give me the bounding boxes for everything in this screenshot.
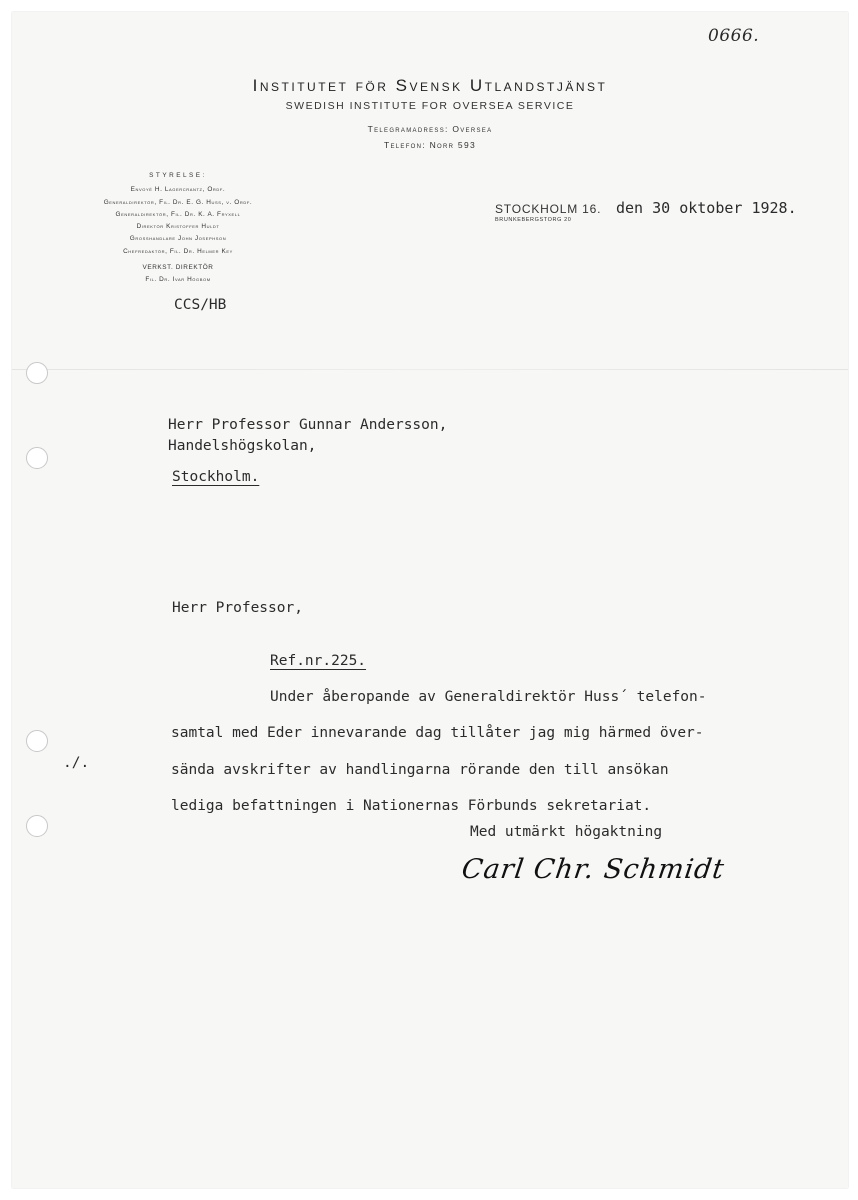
director-title: VERKST. DIREKTÖR [142,264,214,272]
letter-page [12,12,848,1188]
recipient-institution: Handelshögskolan, [168,438,317,454]
punch-hole [26,730,48,752]
fold-line [12,369,848,370]
board-member: Generaldirektör, Fil. Dr. E. G. Huss, v. Ordf. [103,198,253,206]
punch-hole [26,362,48,384]
board-member: Grosshandlare John Josephson [129,235,227,243]
letterhead-title: Institutet för Svensk Utlandstjänst [252,76,608,95]
board-member: Direktör Kristoffer Huldt [136,223,220,231]
letter-date: den 30 oktober 1928. [616,199,797,217]
board-member: Generaldirektör, Fil. Dr. K. A. Fryxell [115,210,241,218]
board-heading: STYRELSE: [149,172,207,179]
recipient-city: Stockholm. [172,469,260,485]
body-line: sända avskrifter av handlingarna rörande den till ansökan [171,762,669,778]
board-member: Chefredaktör, Fil. Dr. Helmer Key [123,247,233,255]
board-member: Envoyé H. Lagercrantz, Ordf. [130,186,226,194]
street-address: BRUNKEBERGSTORG 20 [495,217,572,223]
place-line: STOCKHOLM 16. [495,202,602,216]
punch-hole [26,447,48,469]
salutation: Herr Professor, [172,600,303,616]
reference-code: CCS/HB [174,297,227,313]
archive-number: 0666. [708,26,760,46]
board-members-list [42,170,314,287]
body-line: samtal med Eder innevarande dag tillåter jag mig härmed över- [171,725,704,741]
punch-hole [26,815,48,837]
handwritten-signature: Carl Chr. Schmidt [459,854,727,885]
recipient-name: Herr Professor Gunnar Andersson, [168,417,448,433]
director-name: Fil. Dr. Ivar Högbom [145,276,211,284]
letterhead-telegram: Telegramadress: Oversea [367,124,493,134]
body-line: Under åberopande av Generaldirektör Huss´ telefon- [270,689,707,705]
closing-phrase: Med utmärkt högaktning [470,824,663,840]
letterhead-telephone: Telefon: Norr 593 [383,140,477,150]
body-line: lediga befattningen i Nationernas Förbunds sekretariat. [171,798,652,814]
letterhead-subtitle: SWEDISH INSTITUTE FOR OVERSEA SERVICE [285,100,575,112]
reference-number: Ref.nr.225. [270,653,367,669]
enclosure-mark: ./. [63,755,90,771]
